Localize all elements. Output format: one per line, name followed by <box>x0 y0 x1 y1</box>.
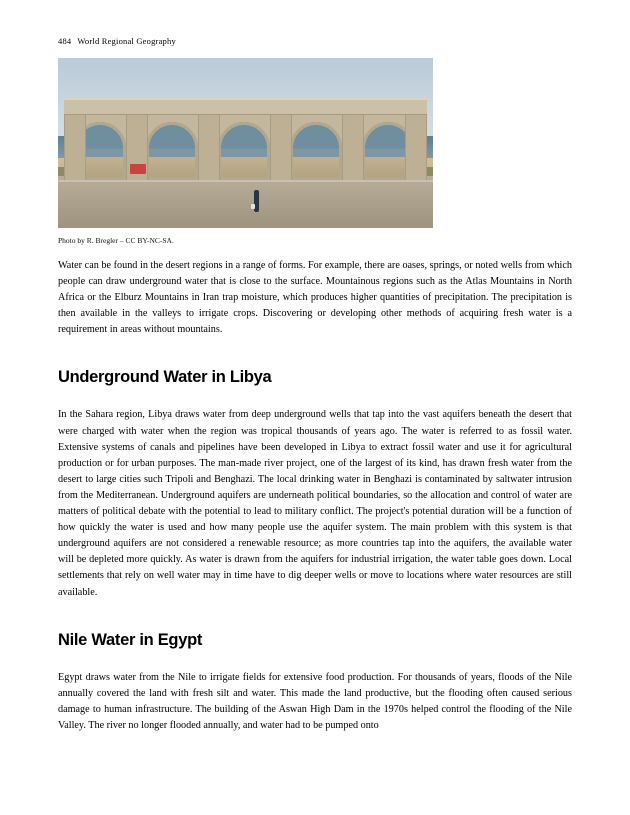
section-heading-nile-water-egypt: Nile Water in Egypt <box>58 630 203 649</box>
aqueduct-pier <box>64 115 86 180</box>
running-head <box>58 36 176 46</box>
aqueduct-arch <box>146 122 198 180</box>
aqueduct-top-band <box>64 98 427 115</box>
aqueduct-pier <box>270 115 292 180</box>
photo-person-bag <box>251 204 255 209</box>
aqueduct-arch <box>218 122 270 180</box>
section-2-paragraph: Egypt draws water from the Nile to irrigate fields for extensive food production. For thousands of years, floods of the Nile annually covered the land with fresh silt and water. This made the land productive, but the flooding often caused serious damage to human infrastructure. The building of the Aswan High Dam in the 1970s helped control the flooding of the Nile Valley. The river no longer flooded annually, and water had to be pumped onto <box>58 671 572 731</box>
section-heading-underground-water-libya: Underground Water in Libya <box>58 368 272 387</box>
figure-aqueduct-photo <box>58 58 433 228</box>
photo-road <box>58 176 433 228</box>
aqueduct-structure <box>64 98 427 180</box>
aqueduct-pier <box>405 115 427 180</box>
aqueduct-arch <box>290 122 342 180</box>
page-number: 484 <box>58 36 72 46</box>
aqueduct-pier <box>342 115 364 180</box>
page-content <box>58 258 572 734</box>
photo-person <box>254 190 259 212</box>
intro-paragraph: Water can be found in the desert regions in a range of forms. For example, there are oases, springs, or noted wells from which people can draw underground water that is close to the surface. Mountainous regions such as the Atlas Mountains in North Africa or the Elburz Mountains in Iran trap moisture, which produces higher quantities of precipitation. The precipitation is then available in the valleys to irrigate crops. Discovering or developing other methods of acquiring fresh water is a requirement in areas without mountains. <box>58 260 572 336</box>
section-1-paragraph: In the Sahara region, Libya draws water from deep underground wells that tap into the vast aquifers beneath the desert that were charged with water when the region was tropical thousands of years ago. The water is referred to as fossil water. Extensive systems of canals and pipelines have been developed in Libya to extract fossil water and use it for agricultural production or for urban purposes. The man-made river project, one of the largest of its kind, has drawn fresh water from the desert to large cities such Tripoli and Benghazi. The local drinking water in Benghazi is contaminated by saltwater intrusion from the Mediterranean. Underground aquifers are underneath political boundaries, so the allocation and control of water are matters of political debate with the potential to lead to military conflict. The project's potential duration will be a function of how quickly the water is used and how many people use the aquifer system. The main problem with this system is that underground aquifers are not considered a renewable resource; as more countries tap into the aquifers, the available water will be depleted more quickly. As water is drawn from the aquifers for industrial irrigation, the water table goes down. Local settlements that rely on well water may in time have to dig deeper wells or move to locations where water resources are still available. <box>58 409 572 598</box>
photo-red-sign <box>130 164 146 174</box>
book-title: World Regional Geography <box>77 36 176 46</box>
photo-image <box>58 58 433 228</box>
aqueduct-pier <box>198 115 220 180</box>
figure-caption: Photo by R. Bregler – CC BY-NC-SA. <box>58 236 174 245</box>
